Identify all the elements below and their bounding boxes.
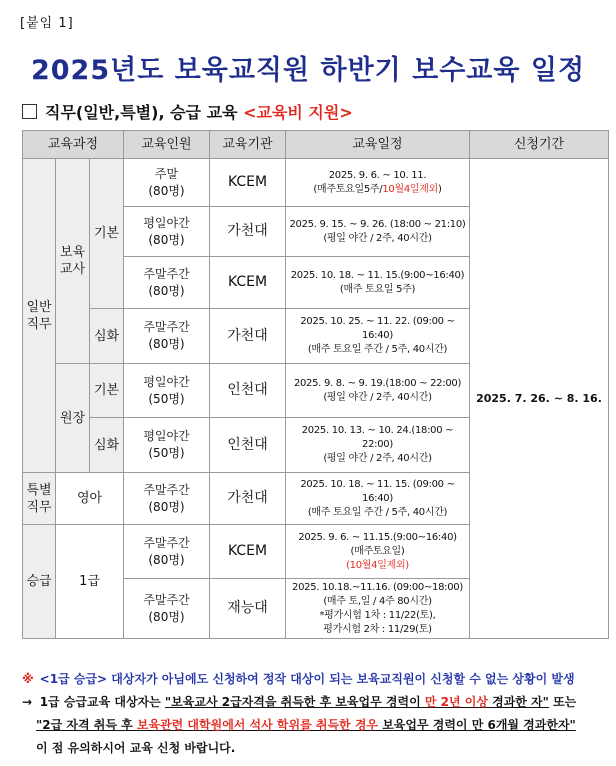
note-highlight: 만 2년 이상: [424, 695, 488, 709]
schedule-cell: [286, 364, 470, 418]
institution-cell: 인천대: [210, 418, 286, 473]
schedule-line: 평가시험 2차 : 11/29(토): [323, 623, 432, 635]
promotion-course-name: 1급: [56, 525, 124, 639]
people-cell: 평일야간 (80명): [124, 207, 210, 257]
note-warning-text: <1급 승급> 대상자가 아님에도 신청하여 정작 대상이 되는 보육교직원이 신청할 수 없는 상황이 발생: [39, 672, 575, 686]
header-course: 교육과정: [23, 131, 124, 159]
people-cell: 주말주간 (80명): [124, 257, 210, 309]
institution-cell: KCEM: [210, 525, 286, 579]
note-warning: [22, 668, 612, 691]
institution-cell: KCEM: [210, 159, 286, 207]
schedule-cell: [286, 579, 470, 639]
note-eligibility: [22, 691, 612, 714]
special-course-name: 영아: [56, 473, 124, 525]
notes: [22, 668, 612, 760]
schedule-line: 2025. 10. 18. ~ 11. 15.(9:00~16:40): [290, 269, 465, 281]
schedule-cell: [286, 418, 470, 473]
schedule-cell: [286, 159, 470, 207]
schedule-cell: [286, 309, 470, 364]
people-cell: 평일야간 (50명): [124, 364, 210, 418]
schedule-line: (매주 토요일 5주): [339, 283, 416, 295]
note-text: 이 점 유의하시어 교육 신청 바랍니다.: [36, 741, 236, 755]
schedule-cell: [286, 473, 470, 525]
section-highlight: <교육비 지원>: [243, 103, 353, 122]
arrow-icon: →: [22, 695, 33, 709]
note-text: 경과한 자": [487, 695, 549, 709]
institution-cell: KCEM: [210, 257, 286, 309]
schedule-line: 2025. 9. 6. ~ 11.15.(9:00~16:40): [298, 531, 457, 543]
schedule-line: (매주 토,일 / 4주 80시간): [323, 595, 432, 607]
schedule-exception: 10월4일제외: [382, 183, 438, 195]
header-institution: 교육기관: [210, 131, 286, 159]
schedule-cell: [286, 257, 470, 309]
schedule-text: ): [437, 183, 442, 195]
people-cell: 주말주간 (80명): [124, 309, 210, 364]
people-cell: 주말 (80명): [124, 159, 210, 207]
schedule-exception: (10월4일제외): [346, 559, 409, 571]
schedule-line: *평가시험 1차 : 11/22(토),: [319, 609, 436, 621]
application-period-cell: 2025. 7. 26. ~ 8. 16.: [470, 159, 609, 639]
category-promotion: 승급: [23, 525, 56, 639]
page-title: 2025년도 보육교직원 하반기 보수교육 일정: [30, 55, 586, 86]
category-general: 일반 직무: [23, 159, 56, 473]
people-cell: 주말주간 (80명): [124, 525, 210, 579]
schedule-line: 2025. 9. 15. ~ 9. 26. (18:00 ~ 21:10): [289, 218, 466, 230]
header-people: 교육인원: [124, 131, 210, 159]
institution-cell: 재능대: [210, 579, 286, 639]
schedule-line: 2025. 10.18.~11.16. (09:00~18:00): [292, 581, 463, 593]
section-prefix: 직무(일반,특별), 승급 교육: [45, 103, 238, 122]
schedule-line: (매주토요일): [350, 545, 405, 557]
schedule-line: 2025. 10. 18. ~ 11. 15. (09:00 ~ 16:40): [300, 478, 455, 504]
people-cell: 주말주간 (80명): [124, 473, 210, 525]
note-eligibility-2: [22, 714, 612, 737]
note-condition: [36, 718, 576, 732]
institution-cell: 가천대: [210, 207, 286, 257]
level-advanced: 심화: [90, 418, 124, 473]
note-request: [22, 737, 612, 760]
schedule-line: 2025. 10. 13. ~ 10. 24.(18:00 ~ 22:00): [301, 425, 454, 450]
institution-cell: 가천대: [210, 473, 286, 525]
category-director: 원장: [56, 364, 90, 473]
schedule-line: 2025. 9. 6. ~ 10. 11.: [328, 169, 427, 181]
annex-label: [붙임 1]: [20, 16, 74, 31]
note-text: "2급 자격 취득 후: [36, 718, 137, 732]
schedule-line: 2025. 9. 8. ~ 9. 19.(18:00 ~ 22:00): [293, 377, 462, 389]
schedule-line: (매주 토요일 주간 / 5주, 40시간): [307, 506, 448, 518]
header-application-period: 신청기간: [470, 131, 609, 159]
checkbox-square-icon: [22, 104, 37, 119]
level-basic: 기본: [90, 159, 124, 309]
institution-cell: 가천대: [210, 309, 286, 364]
note-condition: [165, 695, 549, 709]
note-text: "보육교사 2급자격을 취득한 후 보육업무 경력이: [164, 695, 425, 709]
schedule-line: (평일 야간 / 2주, 40시간): [323, 453, 432, 464]
schedule-text: (매주토요일5주/: [313, 183, 383, 195]
schedule-line: 2025. 10. 25. ~ 11. 22. (09:00 ~ 16:40): [300, 316, 455, 341]
category-special: 특별 직무: [23, 473, 56, 525]
schedule-cell: [286, 207, 470, 257]
note-text: 1급 승급교육 대상자는: [39, 695, 165, 709]
level-basic: 기본: [90, 364, 124, 418]
schedule-line: (매주 토요일 주간 / 5주, 40시간): [307, 344, 448, 355]
schedule-line: (평일 야간 / 2주, 40시간): [323, 232, 432, 244]
header-schedule: 교육일정: [286, 131, 470, 159]
schedule-line: [286, 183, 469, 197]
people-cell: 주말주간 (80명): [124, 579, 210, 639]
category-teacher: 보육 교사: [56, 159, 90, 364]
reference-mark-icon: ※: [22, 672, 34, 686]
schedule-cell: [286, 525, 470, 579]
people-cell: 평일야간 (50명): [124, 418, 210, 473]
schedule-line: (평일 야간 / 2주, 40시간): [323, 391, 432, 403]
note-highlight: 보육관련 대학원에서 석사 학위를 취득한 경우: [136, 718, 379, 732]
level-advanced: 심화: [90, 309, 124, 364]
note-text: 보육업무 경력이 만 6개월 경과한자": [378, 718, 576, 732]
table-header-row: [23, 131, 609, 159]
note-text: 또는: [548, 695, 577, 709]
section-heading: [22, 100, 353, 123]
table-row: [23, 159, 609, 207]
schedule-table: [22, 130, 609, 639]
institution-cell: 인천대: [210, 364, 286, 418]
